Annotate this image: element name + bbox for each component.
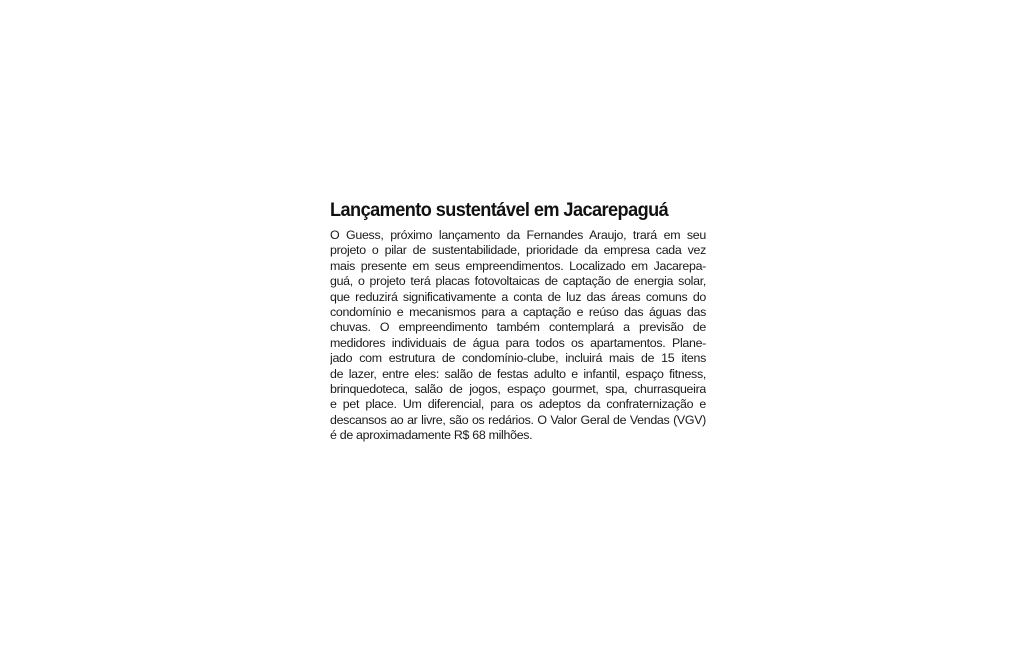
body-line: jado com estrutura de condomínio-clube, incluirá mais de 15 itens [330, 351, 706, 366]
body-line: guá, o projeto terá placas fotovoltaicas de captação de energia solar, [330, 274, 706, 289]
body-line: de lazer, entre eles: salão de festas adulto e infantil, espaço fitness, [330, 366, 706, 381]
body-line: é de aproximadamente R$ 68 milhões. [330, 428, 533, 443]
body-line: chuvas. O empreendimento também contemplará a previsão de [330, 320, 706, 335]
body-line: condomínio e mecanismos para a captação e reúso das águas das [330, 304, 706, 319]
body-line: O Guess, próximo lançamento da Fernandes Araujo, trará em seu [330, 228, 706, 242]
article-headline: Lançamento sustentável em Jacarepaguá [330, 199, 669, 221]
body-line: mais presente em seus empreendimentos. Localizado em Jacarepa- [330, 258, 706, 273]
body-line: medidores individuais de água para todos os apartamentos. Plane- [330, 335, 706, 350]
body-line: descansos ao ar livre, são os redários. O Valor Geral de Vendas (VGV) [330, 412, 706, 427]
body-line: e pet place. Um diferencial, para os adeptos da confraternização e [330, 397, 706, 412]
body-line: projeto o pilar de sustentabilidade, prioridade da empresa cada vez [330, 243, 706, 258]
article-body [330, 228, 706, 443]
news-article [330, 198, 706, 443]
body-line: que reduzirá significativamente a conta de luz das áreas comuns do [330, 289, 706, 304]
body-line: brinquedoteca, salão de jogos, espaço gourmet, spa, churrasqueira [330, 381, 706, 396]
